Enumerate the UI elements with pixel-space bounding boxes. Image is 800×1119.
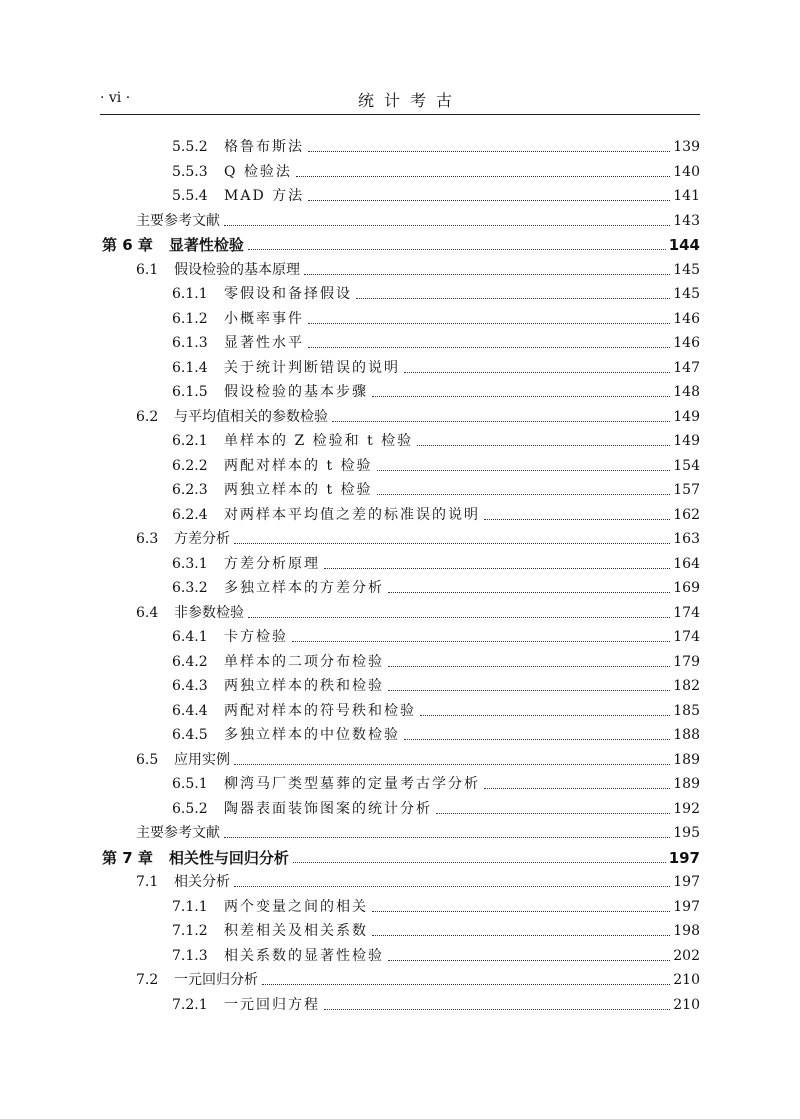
toc-entry-title: 积差相关及相关系数 <box>224 923 368 939</box>
toc-entry-page: 164 <box>673 555 700 572</box>
toc-entry[interactable] <box>100 208 700 230</box>
toc-entry-title: 相关性与回归分析 <box>168 848 289 867</box>
toc-entry-title: 小概率事件 <box>224 310 304 327</box>
toc-entry-title: 相关系数的显著性检验 <box>224 947 384 964</box>
dot-leader <box>224 225 670 226</box>
toc-entry-title: 与平均值相关的参数检验 <box>174 408 328 425</box>
toc-entry-number: 7.2 <box>136 972 159 988</box>
toc-entry-number: 7.1.1 <box>172 898 208 915</box>
toc-entry-number: 7.1 <box>136 874 159 890</box>
dot-leader <box>404 739 670 740</box>
dot-leader <box>377 494 671 495</box>
toc-entry-page: 197 <box>673 874 700 890</box>
dot-leader <box>304 274 670 275</box>
toc-entry[interactable] <box>100 379 700 401</box>
toc-entry-page: 179 <box>673 653 700 670</box>
toc-entry-title: 两个变量之间的相关 <box>224 898 368 915</box>
dot-leader <box>324 1009 670 1010</box>
dot-leader <box>234 886 670 887</box>
dot-leader <box>308 323 670 324</box>
toc-entry-number: 6.1.4 <box>172 359 208 376</box>
toc-entry[interactable] <box>100 624 700 646</box>
toc-entry-title: 两独立样本的秩和检验 <box>224 678 384 694</box>
toc-entry[interactable] <box>100 551 700 573</box>
toc-entry-page: 188 <box>673 727 700 743</box>
toc-entry-number: 6.2.1 <box>172 433 208 449</box>
toc-entry[interactable] <box>100 894 700 916</box>
toc-entry-number: 第 6 章 <box>102 236 153 254</box>
toc-entry[interactable] <box>100 649 700 671</box>
toc-entry-page: 174 <box>673 604 700 621</box>
toc-entry-number: 6.4 <box>136 604 159 621</box>
toc-entry[interactable] <box>100 869 700 891</box>
toc-entry-title: 陶器表面装饰图案的统计分析 <box>224 800 432 817</box>
toc-entry-page: 185 <box>673 702 700 719</box>
toc-entry-title: 零假设和备择假设 <box>224 286 352 302</box>
toc-entry-number: 6.4.2 <box>172 653 208 670</box>
dot-leader <box>388 666 670 667</box>
toc-entry-title: 一元回归方程 <box>224 996 320 1013</box>
toc-entry[interactable] <box>100 747 700 769</box>
toc-entry[interactable] <box>100 159 700 181</box>
toc-entry-page: 169 <box>673 580 700 596</box>
toc-entry-title: 主要参考文献 <box>136 212 220 229</box>
toc-entry-title: 两独立样本的 t 检验 <box>224 482 373 498</box>
toc-entry-title: 多独立样本的方差分析 <box>224 580 384 596</box>
toc-entry-title: 方差分析 <box>174 531 230 547</box>
dot-leader <box>234 764 670 765</box>
page-number: · vi · <box>100 90 131 106</box>
toc-entry[interactable] <box>100 134 700 156</box>
toc-entry[interactable] <box>100 722 700 744</box>
toc-entry[interactable] <box>100 281 700 303</box>
toc-entry[interactable] <box>100 306 700 328</box>
dot-leader <box>388 592 670 593</box>
toc-entry[interactable] <box>100 992 700 1014</box>
dot-leader <box>484 519 670 520</box>
toc-entry-page: 145 <box>673 261 700 278</box>
toc-entry-number: 5.5.2 <box>172 139 208 155</box>
toc-entry-number: 6.1.1 <box>172 286 208 302</box>
dot-leader <box>308 347 670 348</box>
toc-entry-number: 第 7 章 <box>102 848 153 867</box>
toc-entry-title: 两配对样本的 t 检验 <box>224 457 373 474</box>
toc-entry-title: 格鲁布斯法 <box>224 139 304 155</box>
toc-entry-title: 主要参考文献 <box>136 825 220 841</box>
toc-entry-page: 210 <box>673 996 700 1013</box>
toc-entry-number: 6.4.1 <box>172 629 208 645</box>
toc-entry[interactable] <box>100 673 700 695</box>
dot-leader <box>308 200 670 201</box>
toc-entry-page: 148 <box>673 384 700 400</box>
toc-entry[interactable] <box>100 404 700 426</box>
toc-entry-page: 182 <box>673 678 700 694</box>
dot-leader <box>248 249 666 250</box>
toc-entry-page: 140 <box>673 163 700 180</box>
dot-leader <box>388 690 670 691</box>
toc-entry-title: 非参数检验 <box>174 604 244 621</box>
toc-entry-title: 显著性水平 <box>224 335 304 351</box>
toc-entry[interactable] <box>100 600 700 622</box>
dot-leader <box>388 960 670 961</box>
toc-entry-title: 多独立样本的中位数检验 <box>224 727 400 743</box>
toc-entry-page: 192 <box>673 800 700 817</box>
toc-entry-title: 两配对样本的符号秩和检验 <box>224 702 416 719</box>
toc-entry-page: 149 <box>673 408 700 425</box>
dot-leader <box>308 151 670 152</box>
toc-entry-page: 197 <box>668 848 700 867</box>
toc-entry-title: 假设检验的基本步骤 <box>224 384 368 400</box>
toc-entry-number: 6.1.3 <box>172 335 208 351</box>
dot-leader <box>436 813 670 814</box>
toc-entry-number: 6.2.2 <box>172 457 208 474</box>
dot-leader <box>324 568 670 569</box>
running-title: 统计考古 <box>357 91 462 110</box>
toc-entry[interactable] <box>100 477 700 499</box>
toc-entry-title: 单样本的二项分布检验 <box>224 653 384 670</box>
dot-leader <box>234 543 670 544</box>
toc-entry[interactable] <box>100 967 700 989</box>
toc-entry[interactable] <box>100 796 700 818</box>
toc-entry-page: 189 <box>673 751 700 768</box>
toc-entry-number: 7.2.1 <box>172 996 208 1013</box>
dot-leader <box>372 396 670 397</box>
toc-entry[interactable] <box>100 428 700 450</box>
dot-leader <box>262 984 670 985</box>
toc-entry[interactable] <box>100 453 700 475</box>
toc-entry-page: 145 <box>673 286 700 302</box>
toc-entry[interactable] <box>100 257 700 279</box>
toc-entry-number: 6.4.3 <box>172 678 208 694</box>
toc-entry-page: 146 <box>673 310 700 327</box>
toc-entry-page: 195 <box>673 825 700 841</box>
toc-entry-number: 6.5.2 <box>172 800 208 817</box>
page-header <box>100 88 700 114</box>
toc-entry-title: 一元回归分析 <box>174 972 258 988</box>
toc-entry-page: 154 <box>673 457 700 474</box>
toc-entry-number: 6.2.4 <box>172 506 208 523</box>
toc-entry-page: 143 <box>673 212 700 229</box>
toc-entry-number: 6.3.1 <box>172 555 208 572</box>
toc-entry-number: 6.5 <box>136 751 159 768</box>
toc-entry[interactable] <box>100 771 700 793</box>
toc-entry-title: 柳湾马厂类型墓葬的定量考古学分析 <box>224 776 480 792</box>
toc-entry-page: 146 <box>673 335 700 351</box>
toc-entry-title: Q 检验法 <box>224 163 292 180</box>
toc-entry-number: 6.2 <box>136 408 159 425</box>
toc-entry[interactable] <box>100 330 700 352</box>
toc-entry-title: 应用实例 <box>174 751 230 768</box>
dot-leader <box>484 788 670 789</box>
toc-entry-page: 197 <box>673 898 700 915</box>
toc-entry[interactable] <box>100 820 700 842</box>
toc-entry[interactable] <box>100 232 700 254</box>
toc-entry-number: 6.4.5 <box>172 727 208 743</box>
dot-leader <box>372 911 670 912</box>
dot-leader <box>332 421 670 422</box>
toc-entry-page: 198 <box>673 923 700 939</box>
toc-entry-number: 7.1.2 <box>172 923 208 939</box>
dot-leader <box>420 715 670 716</box>
dot-leader <box>377 470 671 471</box>
toc-entry-title: 显著性检验 <box>168 236 244 254</box>
dot-leader <box>404 372 670 373</box>
dot-leader <box>292 641 670 642</box>
dot-leader <box>296 176 670 177</box>
toc-entry-title: 对两样本平均值之差的标准误的说明 <box>224 506 480 523</box>
toc-entry-page: 157 <box>673 482 700 498</box>
toc-entry[interactable] <box>100 845 700 867</box>
toc-entry-page: 139 <box>673 139 700 155</box>
dot-leader <box>417 445 670 446</box>
toc-entry[interactable] <box>100 183 700 205</box>
toc-entry-title: 相关分析 <box>174 874 230 890</box>
toc-entry-number: 6.1.2 <box>172 310 208 327</box>
toc-entry-page: 147 <box>673 359 700 376</box>
dot-leader <box>293 862 666 863</box>
toc-entry-number: 6.3.2 <box>172 580 208 596</box>
header-rule <box>100 114 700 115</box>
toc-entry-number: 6.5.1 <box>172 776 208 792</box>
toc-entry-title: 单样本的 Z 检验和 t 检验 <box>224 433 414 449</box>
toc-entry-number: 5.5.4 <box>172 188 208 204</box>
toc-entry-number: 6.4.4 <box>172 702 208 719</box>
toc-entry-page: 202 <box>673 947 700 964</box>
toc-entry[interactable] <box>100 575 700 597</box>
dot-leader <box>224 837 670 838</box>
toc-entry-page: 174 <box>673 629 700 645</box>
toc-entry-number: 6.2.3 <box>172 482 208 498</box>
toc-entry-number: 5.5.3 <box>172 163 208 180</box>
toc-entry-title: 假设检验的基本原理 <box>174 261 300 278</box>
toc-entry-title: 方差分析原理 <box>224 555 320 572</box>
toc-entry[interactable] <box>100 698 700 720</box>
toc-entry-page: 141 <box>673 188 700 204</box>
toc-entry-page: 144 <box>668 236 700 254</box>
toc-entry-page: 162 <box>673 506 700 523</box>
toc-entry[interactable] <box>100 526 700 548</box>
dot-leader <box>356 298 670 299</box>
toc-entry-number: 6.1.5 <box>172 384 208 400</box>
toc-entry-page: 210 <box>673 972 700 988</box>
dot-leader <box>372 935 670 936</box>
toc-entry-title: 卡方检验 <box>224 629 288 645</box>
toc-entry-title: MAD 方法 <box>224 188 305 204</box>
dot-leader <box>248 617 670 618</box>
toc-entry[interactable] <box>100 502 700 524</box>
toc-entry[interactable] <box>100 943 700 965</box>
toc-entry-title: 关于统计判断错误的说明 <box>224 359 400 376</box>
toc-entry-number: 7.1.3 <box>172 947 208 964</box>
toc-entry-page: 163 <box>673 531 700 547</box>
toc-entry[interactable] <box>100 355 700 377</box>
toc-entry-page: 149 <box>673 433 700 449</box>
toc-entry-page: 189 <box>673 776 700 792</box>
toc-entry-number: 6.3 <box>136 531 159 547</box>
toc-entry[interactable] <box>100 918 700 940</box>
toc-entry-number: 6.1 <box>136 261 159 278</box>
